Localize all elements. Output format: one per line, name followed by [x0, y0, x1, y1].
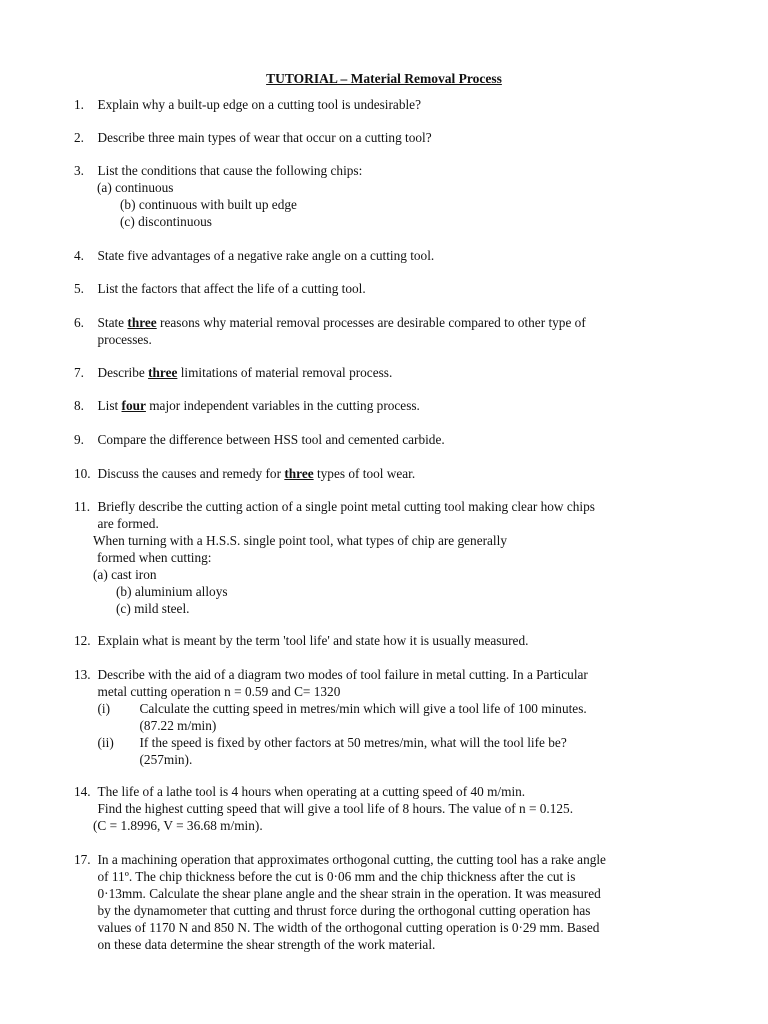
emphasis-word: three	[127, 315, 157, 330]
question-17	[74, 851, 694, 953]
question-number: 1.	[74, 97, 84, 112]
question-text: List the factors that affect the life of a cutting tool.	[97, 281, 366, 296]
question-number: 12.	[74, 633, 91, 648]
question-text: The life of a lathe tool is 4 hours when operating at a cutting speed of 40 m/min.	[97, 784, 526, 799]
question-number: 5.	[74, 281, 84, 296]
sub-item-b: (b) continuous with built up edge	[120, 197, 297, 212]
question-text: Describe three main types of wear that occur on a cutting tool?	[97, 130, 432, 145]
question-answer: (C = 1.8996, V = 36.68 m/min).	[93, 818, 263, 833]
question-text-cont: by the dynamometer that cutting and thrust force during the orthogonal cutting operation has	[97, 903, 591, 918]
question-10	[74, 465, 694, 482]
emphasis-word: three	[148, 365, 178, 380]
sub-item-b: (b) aluminium alloys	[116, 584, 228, 599]
sub-item-c: (c) discontinuous	[120, 214, 212, 229]
question-number: 11.	[74, 499, 91, 514]
sub-item-text: If the speed is fixed by other factors at 50 metres/min, what will the tool life be?	[139, 735, 567, 750]
question-4	[74, 247, 694, 264]
question-number: 14.	[74, 784, 91, 799]
question-2	[74, 129, 694, 146]
question-text-cont: 0·13mm. Calculate the shear plane angle and the shear strain in the operation. It was measured	[97, 886, 601, 901]
question-text: Explain why a built-up edge on a cutting tool is undesirable?	[97, 97, 421, 112]
sub-item-a: (a) cast iron	[93, 567, 157, 582]
sub-item-label: (i)	[97, 701, 111, 716]
question-number: 6.	[74, 315, 84, 330]
question-number: 7.	[74, 365, 84, 380]
question-13	[74, 666, 694, 768]
sub-item-answer: (257min).	[139, 752, 193, 767]
question-text: Discuss the causes and remedy for three types of tool wear.	[97, 466, 416, 481]
question-text: In a machining operation that approximates orthogonal cutting, the cutting tool has a rake angle	[97, 852, 606, 867]
question-text-cont: are formed.	[97, 516, 159, 531]
question-text-cont: of 11º. The chip thickness before the cut is 0·06 mm and the chip thickness after the cut is	[97, 869, 576, 884]
emphasis-word: four	[121, 398, 146, 413]
sub-item-a: (a) continuous	[97, 180, 174, 195]
question-text: List four major independent variables in the cutting process.	[97, 398, 420, 413]
question-3	[74, 162, 694, 230]
question-text: Compare the difference between HSS tool and cemented carbide.	[97, 432, 445, 447]
question-number: 4.	[74, 248, 84, 263]
question-text-cont: values of 1170 N and 850 N. The width of the orthogonal cutting operation is 0·29 mm. Based	[97, 920, 600, 935]
sub-item-text: Calculate the cutting speed in metres/min which will give a tool life of 100 minutes.	[139, 701, 587, 716]
question-text: State five advantages of a negative rake angle on a cutting tool.	[97, 248, 435, 263]
question-text: List the conditions that cause the following chips:	[97, 163, 363, 178]
question-text: Explain what is meant by the term 'tool life' and state how it is usually measured.	[97, 633, 529, 648]
question-number: 17.	[74, 852, 91, 867]
question-text: State three reasons why material removal processes are desirable compared to other type of	[97, 315, 586, 330]
question-text-cont: on these data determine the shear strength of the work material.	[97, 937, 436, 952]
question-5	[74, 280, 694, 297]
question-number: 9.	[74, 432, 84, 447]
question-number: 10.	[74, 466, 91, 481]
question-text: Briefly describe the cutting action of a single point metal cutting tool making clear how chips	[97, 499, 595, 514]
sub-item-c: (c) mild steel.	[116, 601, 190, 616]
page-title: TUTORIAL – Material Removal Process	[266, 71, 502, 86]
question-14	[74, 783, 694, 834]
question-number: 2.	[74, 130, 84, 145]
question-number: 13.	[74, 667, 91, 682]
sub-item-ii	[98, 734, 695, 768]
question-7	[74, 364, 694, 381]
sub-item-label: (ii)	[97, 735, 114, 750]
question-text-cont: Find the highest cutting speed that will give a tool life of 8 hours. The value of n = 0.125.	[97, 801, 574, 816]
question-1	[74, 96, 694, 113]
question-6	[74, 314, 694, 348]
question-8	[74, 397, 694, 414]
question-number: 3.	[74, 163, 84, 178]
question-text-cont: metal cutting operation n = 0.59 and C= 1320	[97, 684, 341, 699]
question-text: Describe three limitations of material removal process.	[97, 365, 393, 380]
question-text-cont: processes.	[97, 332, 152, 347]
question-text: Describe with the aid of a diagram two modes of tool failure in metal cutting. In a Particular	[97, 667, 588, 682]
question-9	[74, 431, 694, 448]
question-12	[74, 632, 694, 649]
sub-item-answer: (87.22 m/min)	[139, 718, 217, 733]
sub-item-i	[98, 700, 695, 734]
emphasis-word: three	[284, 466, 314, 481]
question-number: 8.	[74, 398, 84, 413]
question-text-cont: When turning with a H.S.S. single point tool, what types of chip are generally	[93, 533, 507, 548]
question-11	[74, 498, 694, 617]
question-text-cont: formed when cutting:	[97, 550, 212, 565]
